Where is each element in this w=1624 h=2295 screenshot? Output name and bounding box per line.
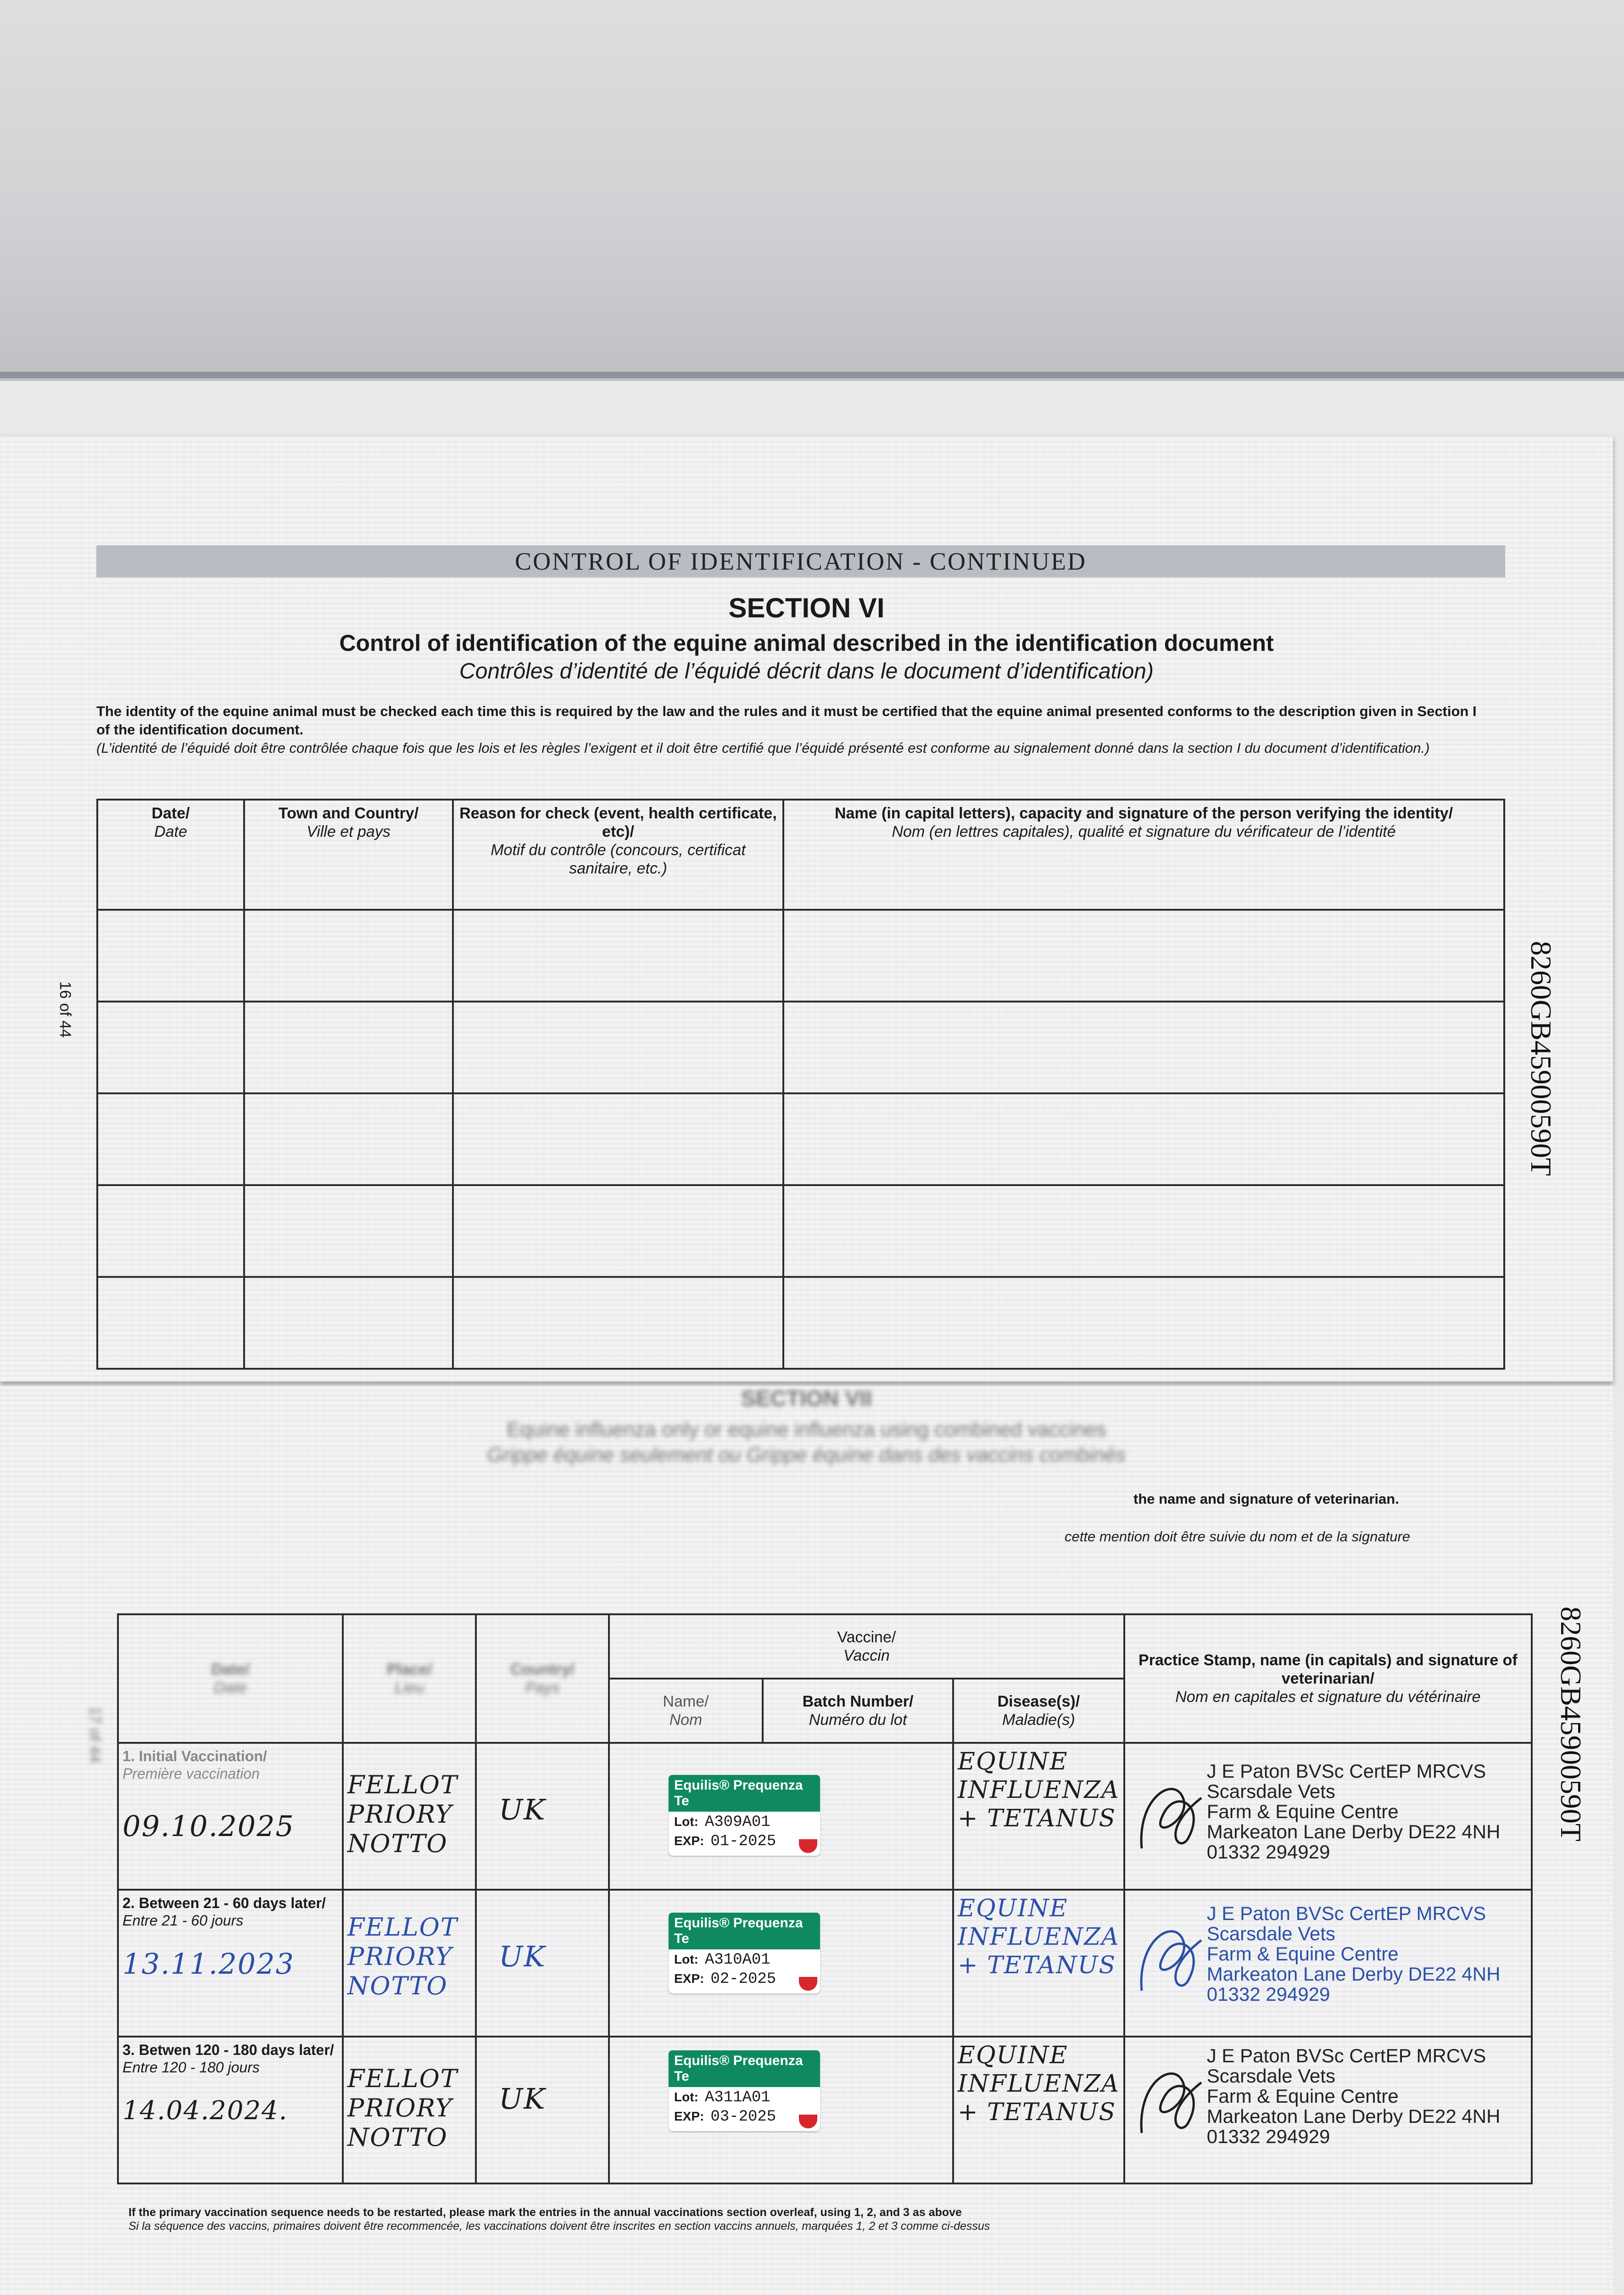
handwritten-date: 14.04.2024. bbox=[123, 2096, 288, 2126]
country-cell bbox=[476, 1890, 609, 2037]
handwritten-date: 09.10.2025 bbox=[123, 1809, 295, 1843]
handwritten-place: FELLOT PRIORY NOTTO bbox=[347, 1913, 458, 2000]
page-number: 16 of 44 bbox=[56, 981, 74, 1038]
handwritten-country: UK bbox=[499, 1940, 546, 1973]
column-header-town: Town and Country/ Ville et pays bbox=[244, 800, 453, 910]
row-label-cell bbox=[118, 1743, 343, 1890]
table-row bbox=[97, 1002, 1504, 1093]
stamp-cell bbox=[1124, 2037, 1532, 2183]
disease-cell bbox=[953, 1890, 1124, 2037]
row-label: 1. Initial Vaccination/ Première vaccination bbox=[123, 1748, 267, 1782]
section-subtitle-en: Control of identification of the equine animal described in the identification document bbox=[339, 630, 1274, 656]
table-header-row bbox=[97, 800, 1504, 910]
batch-expiry: 02-2025 bbox=[710, 1970, 776, 1988]
row-label: 3. Betwen 120 - 180 days later/ Entre 120 - 180 jours bbox=[123, 2042, 334, 2076]
section-title-blurred: SECTION VII bbox=[741, 1387, 872, 1411]
country-cell bbox=[476, 1743, 609, 1890]
stamp-cell bbox=[1124, 1890, 1532, 2037]
place-cell bbox=[343, 2037, 476, 2183]
column-header-stamp: Practice Stamp, name (in capitals) and signature of veterinarian/ Nom en capitales et signature du vétérinaire bbox=[1124, 1614, 1532, 1743]
handwritten-date: 13.11.2023 bbox=[123, 1947, 295, 1981]
signature-icon bbox=[1133, 1913, 1211, 2004]
handwritten-country: UK bbox=[499, 1793, 546, 1826]
table-row bbox=[97, 910, 1504, 1002]
country-cell bbox=[476, 2037, 609, 2183]
vaccine-label-cell bbox=[609, 2037, 953, 2183]
passport-page-16 bbox=[0, 436, 1613, 1382]
batch-lot: A311A01 bbox=[704, 2089, 770, 2106]
table-header-row bbox=[118, 1614, 1532, 1679]
row-label: 2. Between 21 - 60 days later/ Entre 21 - 60 jours bbox=[123, 1895, 326, 1929]
column-header-vaccine-name: Name/ Nom bbox=[609, 1679, 763, 1743]
table-row bbox=[97, 1277, 1504, 1369]
vaccine-brand: Equilis® Prequenza Te bbox=[669, 2050, 820, 2087]
column-header-reason: Reason for check (event, health certificate, etc)/ Motif du contrôle (concours, certificat sanitaire, etc.) bbox=[453, 800, 783, 910]
sticker-red-mark bbox=[799, 2115, 817, 2128]
disease-cell bbox=[953, 1743, 1124, 1890]
signature-icon bbox=[1133, 2055, 1211, 2147]
batch-expiry: 03-2025 bbox=[710, 2108, 776, 2126]
table-row bbox=[97, 1185, 1504, 1277]
vet-stamp: J E Paton BVSc CertEP MRCVS Scarsdale Vets Farm & Equine Centre Markeaton Lane Derby DE22 4NH 01332 294929 bbox=[1129, 1761, 1527, 1862]
vaccination-table bbox=[117, 1613, 1533, 2184]
section-subtitle-fr: Contrôles d’identité de l’équidé décrit dans le document d’identification) bbox=[459, 659, 1154, 683]
row-label-cell bbox=[118, 1890, 343, 2037]
column-header-batch: Batch Number/ Numéro du lot bbox=[763, 1679, 953, 1743]
column-header-verifier: Name (in capital letters), capacity and signature of the person verifying the identity/ Nom (en lettres capitales), qualité et signature du vérificateur de l’identité bbox=[783, 800, 1504, 910]
column-header-vaccine: Vaccine/ Vaccin bbox=[609, 1614, 1124, 1679]
intro-text-fr: (L’identité de l’équidé doit être contrôlée chaque fois que les lois et les règles l’exigent et il doit être certifié que l’équidé présenté est conforme au signalement donné dans la section I du document d’identification.) bbox=[96, 740, 1430, 756]
footnote-en: If the primary vaccination sequence needs to be restarted, please mark the entries in the annual vaccinations section overleaf, using 1, 2, and 3 as above bbox=[128, 2206, 962, 2219]
handwritten-place: FELLOT PRIORY NOTTO bbox=[347, 2064, 458, 2152]
sticker-red-mark bbox=[799, 1977, 817, 1991]
column-header-date: Date/ Date bbox=[97, 800, 244, 910]
handwritten-disease: EQUINE INFLUENZA + TETANUS bbox=[958, 1895, 1120, 1979]
vaccination-row-2 bbox=[118, 1890, 1532, 2037]
page-banner: CONTROL OF IDENTIFICATION - CONTINUED bbox=[96, 545, 1505, 577]
vet-stamp: J E Paton BVSc CertEP MRCVS Scarsdale Vets Farm & Equine Centre Markeaton Lane Derby DE22 4NH 01332 294929 bbox=[1129, 1903, 1527, 2004]
vaccination-row-3 bbox=[118, 2037, 1532, 2183]
scanner-background bbox=[0, 0, 1624, 381]
column-header-country: Country/ Pays bbox=[476, 1614, 609, 1743]
row-label-cell bbox=[118, 2037, 343, 2183]
place-cell bbox=[343, 1743, 476, 1890]
batch-lot: A309A01 bbox=[704, 1814, 770, 1831]
intro-text-en: The identity of the equine animal must be checked each time this is required by the law and the rules and it must be certified that the equine animal presented conforms to the description given in Section I of the identification document. bbox=[96, 703, 1477, 738]
intro-text-en-end: the name and signature of veterinarian. bbox=[1133, 1491, 1399, 1507]
page-number: 17 of 44 bbox=[86, 1707, 104, 1763]
place-cell bbox=[343, 1890, 476, 2037]
stamp-cell bbox=[1124, 1743, 1532, 1890]
vaccine-sticker: Equilis® Prequenza Te Lot: A309A01 EXP: 01-2025 bbox=[669, 1775, 820, 1856]
vaccine-brand: Equilis® Prequenza Te bbox=[669, 1775, 820, 1812]
page-edge-shadow bbox=[0, 372, 1624, 378]
intro-text-fr-end: cette mention doit être suivie du nom et de la signature bbox=[1065, 1528, 1411, 1545]
footnote-fr: Si la séquence des vaccins, primaires doivent être recommencée, les vaccinations doivent être inscrites en section vaccins annuels, marquées 1, 2 et 3 comme ci-dessus bbox=[128, 2220, 990, 2233]
vaccine-brand: Equilis® Prequenza Te bbox=[669, 1913, 820, 1949]
table-row bbox=[97, 1093, 1504, 1185]
vaccine-label-cell bbox=[609, 1890, 953, 2037]
footnote bbox=[128, 2205, 990, 2233]
section-subtitle-en-blurred: Equine influenza only or equine influenza using combined vaccines bbox=[507, 1418, 1106, 1441]
vaccine-sticker: Equilis® Prequenza Te Lot: A310A01 EXP: 02-2025 bbox=[669, 1913, 820, 1993]
vaccine-sticker: Equilis® Prequenza Te Lot: A311A01 EXP: 03-2025 bbox=[669, 2050, 820, 2131]
identity-check-table bbox=[96, 799, 1505, 1370]
column-header-disease: Disease(s)/ Maladie(s) bbox=[953, 1679, 1124, 1743]
handwritten-place: FELLOT PRIORY NOTTO bbox=[347, 1770, 458, 1858]
passport-number: 8260GB45900590T bbox=[1555, 1606, 1587, 1842]
disease-cell bbox=[953, 2037, 1124, 2183]
vaccination-row-1 bbox=[118, 1743, 1532, 1890]
handwritten-disease: EQUINE INFLUENZA + TETANUS bbox=[958, 2042, 1120, 2126]
batch-expiry: 01-2025 bbox=[710, 1833, 776, 1850]
vaccine-label-cell bbox=[609, 1743, 953, 1890]
column-header-date: Date/ Date bbox=[118, 1614, 343, 1743]
batch-lot: A310A01 bbox=[704, 1951, 770, 1969]
signature-icon bbox=[1133, 1770, 1211, 1862]
handwritten-country: UK bbox=[499, 2082, 546, 2116]
passport-page-17 bbox=[0, 1386, 1613, 2295]
column-header-place: Place/ Lieu bbox=[343, 1614, 476, 1743]
section-subtitle-fr-blurred: Grippe équine seulement ou Grippe équine dans des vaccins combinés bbox=[487, 1444, 1126, 1466]
passport-number: 8260GB45900590T bbox=[1525, 941, 1557, 1176]
section-title: SECTION VI bbox=[728, 593, 885, 623]
handwritten-disease: EQUINE INFLUENZA + TETANUS bbox=[958, 1748, 1120, 1832]
vet-stamp: J E Paton BVSc CertEP MRCVS Scarsdale Vets Farm & Equine Centre Markeaton Lane Derby DE22 4NH 01332 294929 bbox=[1129, 2046, 1527, 2147]
sticker-red-mark bbox=[799, 1839, 817, 1853]
